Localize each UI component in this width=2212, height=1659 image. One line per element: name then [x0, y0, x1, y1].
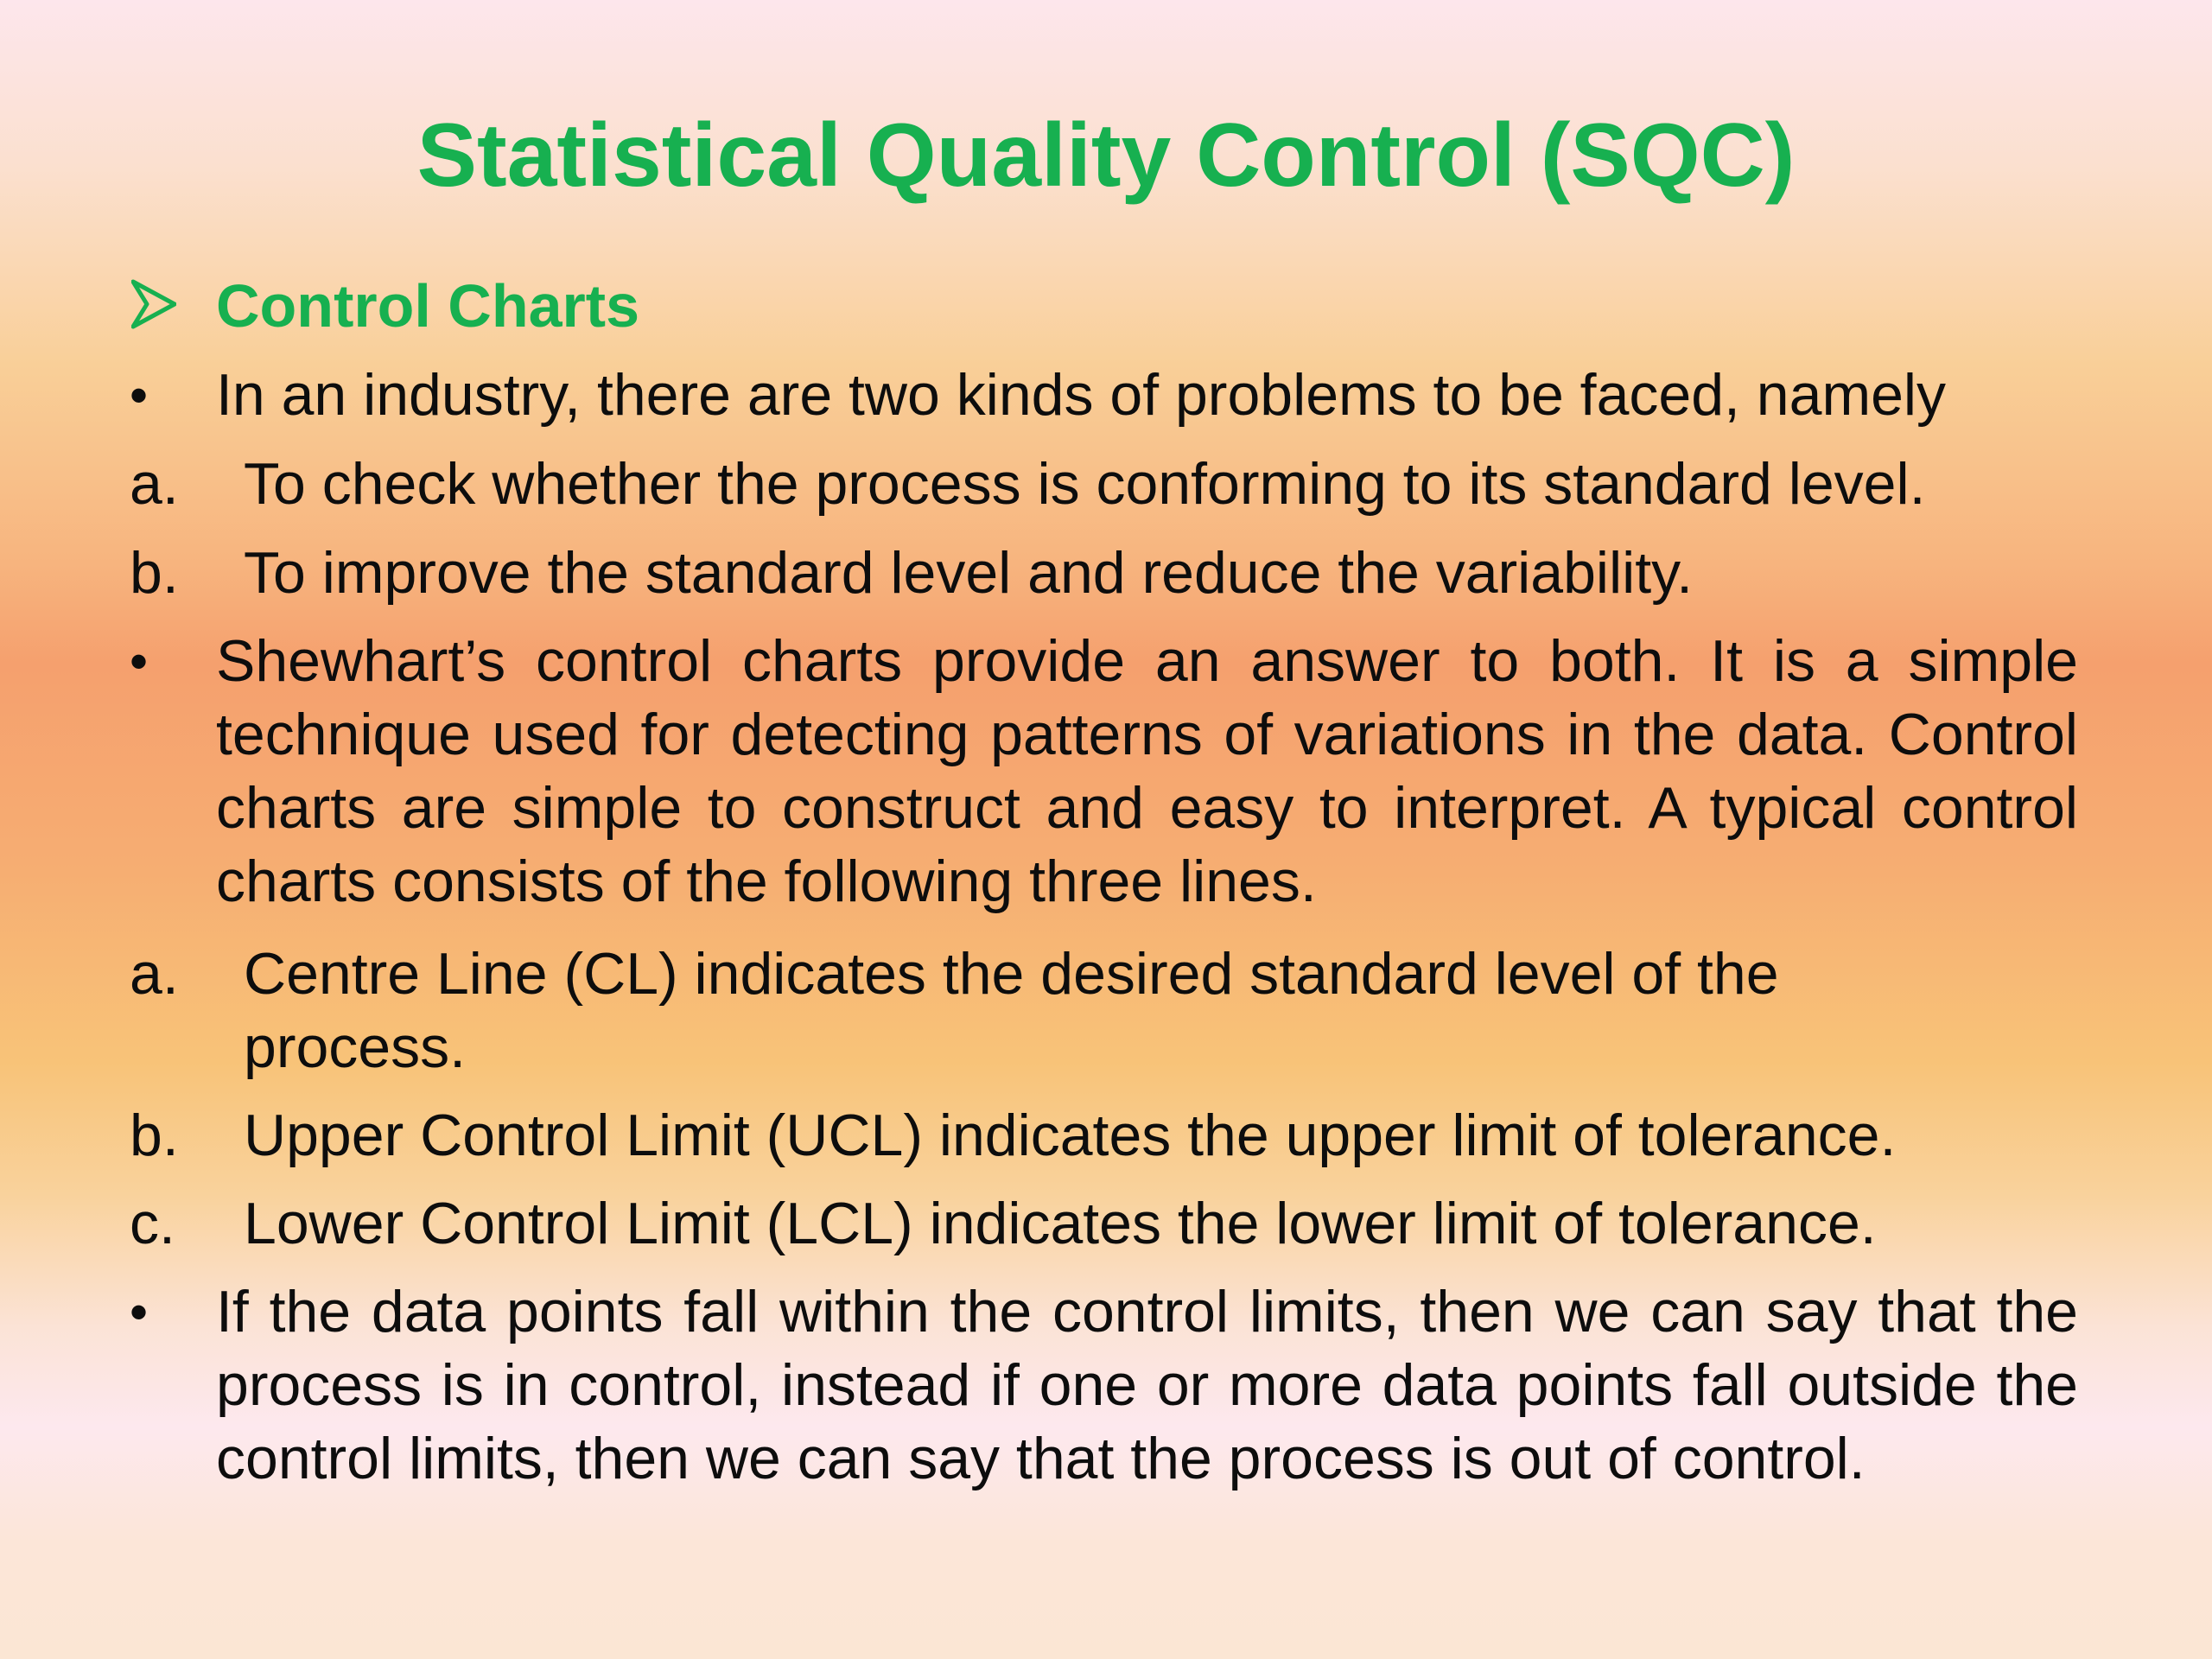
list-marker: a. — [130, 941, 179, 1007]
list-item-text: Lower Control Limit (LCL) indicates the lower limit of tolerance. — [244, 1191, 1877, 1256]
list-item-text: If the data points fall within the control limits, then we can say that the process is in control, instead if one or more data points fall outside the control limits, then we can say that the process is out of control. — [216, 1279, 2078, 1491]
list-item-text: Shewhart’s control charts provide an answer to both. It is a simple technique used for detecting patterns of variations in the data. Control charts are simple to construct and easy to interpret. A typical control charts consists of the following three lines. — [216, 628, 2078, 914]
list-marker: c. — [130, 1191, 175, 1256]
list-item-text: To check whether the process is conforming to its standard level. — [244, 451, 1926, 517]
list-item-text: In an industry, there are two kinds of problems to be faced, namely — [216, 362, 1947, 428]
list-marker: b. — [130, 540, 179, 606]
list-marker: a. — [130, 451, 179, 517]
list-marker: b. — [130, 1103, 179, 1168]
heading-label: Control Charts — [216, 272, 639, 340]
arrow-bullet-icon — [131, 278, 176, 330]
bullet-marker: • — [130, 632, 149, 690]
bullet-marker: • — [130, 366, 149, 424]
list-item-text: Centre Line (CL) indicates the desired standard level of the process. — [244, 941, 1779, 1080]
bullet-marker: • — [130, 1283, 149, 1341]
list-item-text: To improve the standard level and reduce the variability. — [244, 540, 1693, 606]
slide-title: Statistical Quality Control (SQC) — [416, 105, 1796, 206]
list-item-text: Upper Control Limit (UCL) indicates the upper limit of tolerance. — [244, 1103, 1897, 1168]
